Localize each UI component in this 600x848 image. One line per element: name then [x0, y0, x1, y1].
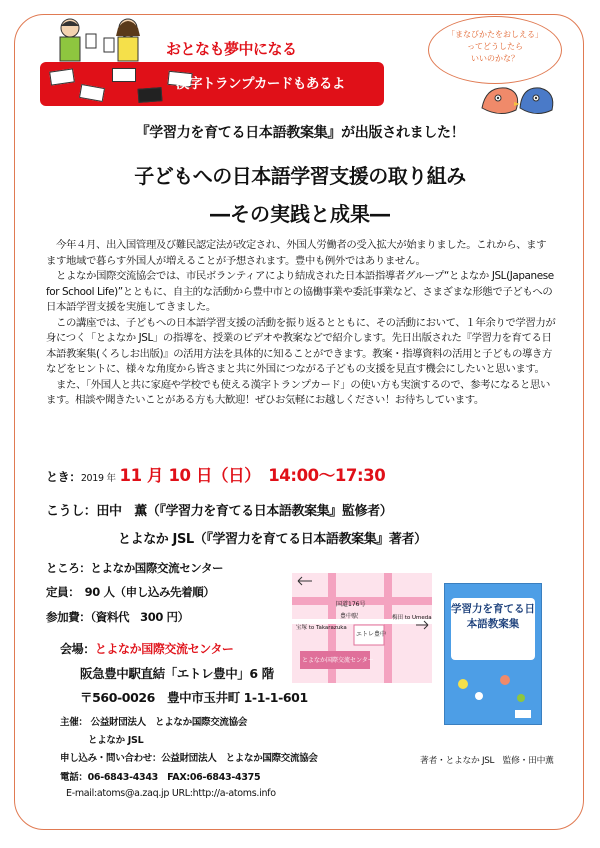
title-line-2: ―その実践と成果― — [210, 202, 390, 226]
banner-text: 漢字トランプカードもあるよ — [176, 76, 345, 92]
venue-row — [60, 640, 234, 657]
venue-label: 会場： — [60, 642, 95, 656]
banner-top-text: おとなも夢中になる — [166, 40, 297, 58]
subtitle: 『学習力を育てる日本語教案集』が出版されました！ — [135, 125, 465, 141]
map-label: 豊中駅 — [340, 613, 359, 620]
book-caption: 著者・とよなか JSL 監修・田中薫 — [420, 756, 554, 766]
map-label: 国道176号 — [336, 601, 366, 608]
birds-illustration — [478, 80, 558, 120]
bubble-line: 「まなびかたをおしえる」 — [447, 30, 543, 39]
date-label: とき： — [46, 470, 81, 484]
lecturer-1: 田中 薫（『学習力を育てる日本語教案集』監修者） — [96, 504, 393, 519]
kids-illustration — [48, 14, 158, 64]
paragraph: この講座では、子どもへの日本語学習支援の活動を振り返るとともに、その活動において、１年余りで学習力が身につく「とよなか JSL」の指導を、授業のビデオや教案などで紹介します。先日出版された『学習力を育てる日本語教案集(くろしお出版)』の活用方法を具体的に知ることができます。教案・指導資料の活用と子どもの導き方などをヒントに、様々な角度から皆さまと共に外国につながる子どもの支援を見直す機会にしたいと思います。 — [46, 316, 556, 375]
title-line-1: 子どもへの日本語学習支援の取り組み — [134, 164, 466, 188]
venue-name: とよなか国際交流センター — [94, 642, 234, 656]
map-label: とよなか国際交流センター — [302, 657, 374, 664]
book-title: 学習力を育てる日本語教案集 — [451, 598, 535, 660]
date-year: 2019 年 — [80, 473, 116, 484]
date-value: 11 月 10 日（日） 14:00～17:30 — [119, 466, 386, 485]
capacity: 定員： 90 人（申し込み先着順） — [46, 585, 215, 599]
venue-access: 阪急豊中駅直結「エトレ豊中」6 階 — [80, 666, 274, 681]
paragraph: 今年４月、出入国管理及び難民認定法が改定され、外国人労働者の受入拡大が始まりました。これから、ますます地域で暮らす外国人が増えることが予想されます。豊中も例外ではありません。 — [46, 239, 547, 267]
map-label: 宝塚 to Takarazuka — [296, 625, 347, 631]
card-shape — [112, 68, 136, 82]
place: ところ：とよなか国際交流センター — [46, 561, 224, 575]
email-url: E-mail:atoms@a.zaq.jp URL:http://a-atoms.info — [66, 788, 276, 799]
paragraph: とよなか国際交流協会では、市民ボランティアにより結成された日本語指導者グループ“とよなか JSL(Japanese for School Life)”とともに、自主的な活動から豊中市との協働事業や委託事業など、さまざまな形態で子どもへの日本語学習支援を実施してきました。 — [46, 270, 554, 313]
host-1: 公益財団法人 とよなか国際交流協会 — [90, 717, 248, 728]
host-2: とよなか JSL — [88, 735, 144, 746]
access-map — [292, 573, 432, 683]
paragraph: また、「外国人と共に家庭や学校でも使える漢字トランプカード」の使い方も実演するので、参考になると思います。相談や聞きたいことがある方も大歓迎！ぜひお気軽にお越しください！お待ちしています。 — [46, 378, 551, 406]
lecturer-row — [46, 500, 392, 519]
card-shape — [49, 68, 75, 85]
date-row — [46, 462, 385, 486]
lecturer-label: こうし： — [46, 504, 97, 519]
contact: 申し込み・問い合わせ：公益財団法人 とよなか国際交流協会 — [60, 753, 318, 764]
host-label: 主催： — [60, 717, 88, 728]
card-shape — [138, 87, 163, 103]
fee: 参加費：（資料代 300 円） — [46, 610, 189, 624]
host-row — [60, 714, 247, 728]
venue-address: 〒560-0026 豊中市玉井町 1-1-1-601 — [80, 690, 308, 705]
bubble-line: ってどうしたら — [467, 42, 523, 51]
card-shape — [79, 84, 105, 102]
speech-bubble — [428, 16, 562, 84]
lecturer-2: とよなか JSL（『学習力を育てる日本語教案集』著者） — [118, 532, 427, 547]
map-label: エトレ豊中 — [356, 631, 387, 638]
body-text — [46, 238, 556, 409]
map-label: 梅田 to Umeda — [392, 615, 432, 621]
bubble-line: いいのかな？ — [471, 54, 519, 63]
phone: 電話：06-6843-4343 FAX:06-6843-4375 — [60, 772, 261, 783]
book-cover — [444, 583, 542, 725]
